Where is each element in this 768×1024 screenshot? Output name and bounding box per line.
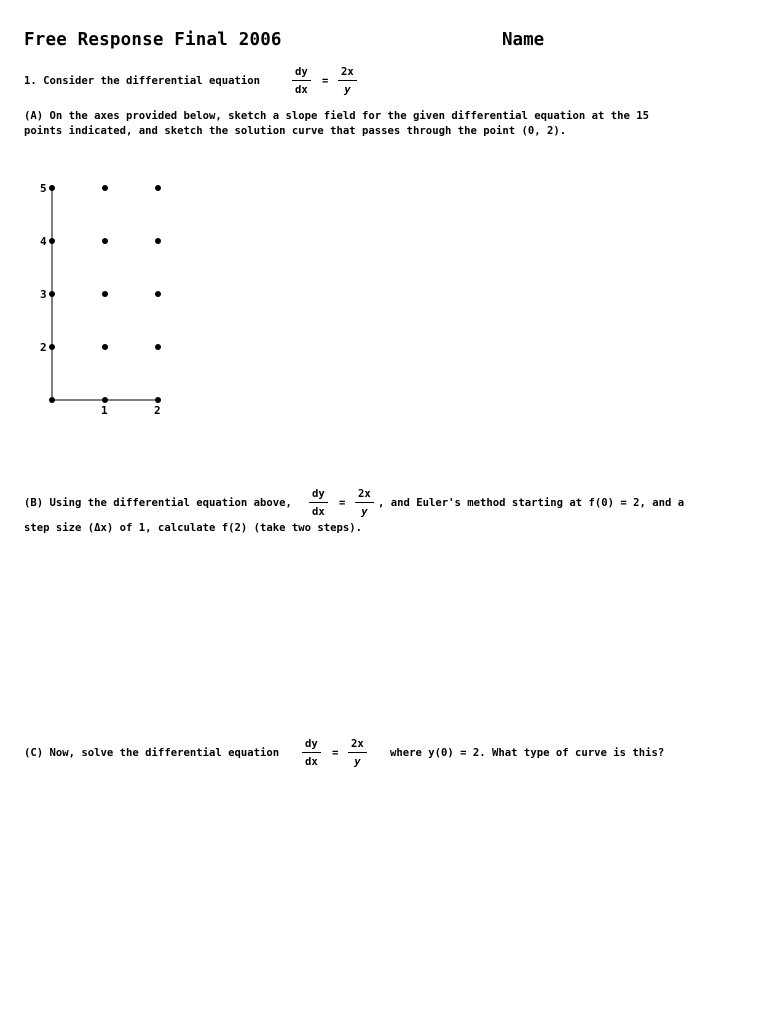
grid-point: [49, 238, 55, 244]
grid-point: [102, 185, 108, 191]
grid-point: [155, 397, 161, 403]
slope-field-axes: [30, 175, 180, 425]
fraction-numerator: dy: [312, 488, 325, 500]
part-a-line-1: (A) On the axes provided below, sketch a slope field for the given differential equation at the 15: [24, 110, 650, 122]
fraction-numerator: dy: [295, 66, 308, 78]
q1-dydx-fraction: [292, 66, 311, 96]
part-c-line-start: (C) Now, solve the differential equation: [24, 747, 280, 759]
fraction-denominator: dx: [305, 756, 318, 768]
fraction-numerator: 2x: [351, 738, 364, 750]
fraction-numerator: 2x: [341, 66, 354, 78]
fraction-denominator: dx: [295, 84, 308, 96]
grid-point: [155, 291, 161, 297]
equals-sign: =: [332, 747, 339, 759]
fraction-denominator: y: [361, 506, 368, 518]
grid-point: [102, 291, 108, 297]
fraction-denominator: y: [344, 84, 351, 96]
y-tick-label: 4: [40, 235, 47, 248]
grid-point: [49, 344, 55, 350]
x-tick-label: 1: [101, 404, 108, 417]
grid-point: [102, 238, 108, 244]
grid-point: [155, 185, 161, 191]
y-tick-label: 5: [40, 182, 47, 195]
grid-point: [102, 344, 108, 350]
grid-point: [102, 397, 108, 403]
part-c-rhs-fraction: [348, 738, 367, 768]
fraction-denominator: y: [354, 756, 361, 768]
part-b-line-1-start: (B) Using the differential equation above,: [24, 497, 292, 509]
grid-point: [155, 238, 161, 244]
part-c-dydx-fraction: [302, 738, 321, 768]
name-label: Name: [502, 30, 545, 50]
question-1-intro: 1. Consider the differential equation: [24, 75, 260, 87]
fraction-numerator: 2x: [358, 488, 371, 500]
equals-sign: =: [322, 75, 329, 87]
part-b-dydx-fraction: [309, 488, 328, 518]
y-tick-label: 2: [40, 341, 47, 354]
q1-rhs-fraction: [338, 66, 357, 96]
grid-point: [155, 344, 161, 350]
grid-point: [49, 397, 55, 403]
equals-sign: =: [339, 497, 346, 509]
grid-point: [49, 291, 55, 297]
grid-point: [49, 185, 55, 191]
part-b-rhs-fraction: [355, 488, 374, 518]
y-tick-label: 3: [40, 288, 47, 301]
part-c-line-end: where y(0) = 2. What type of curve is this?: [390, 747, 665, 759]
page-title: Free Response Final 2006: [24, 30, 282, 50]
part-a-line-2: points indicated, and sketch the solution curve that passes through the point (0, 2).: [24, 125, 567, 137]
part-b-line-1-end: , and Euler's method starting at f(0) = 2, and a: [378, 497, 685, 509]
x-tick-label: 2: [154, 404, 161, 417]
fraction-denominator: dx: [312, 506, 325, 518]
part-b-line-2: step size (Δx) of 1, calculate f(2) (take two steps).: [24, 522, 363, 534]
fraction-numerator: dy: [305, 738, 318, 750]
